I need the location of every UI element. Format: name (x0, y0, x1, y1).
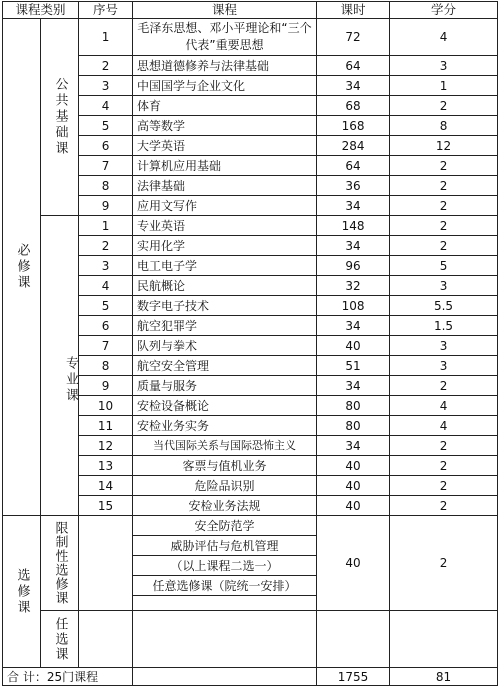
row-hours: 40 (317, 456, 390, 476)
row-course: 高等数学 (133, 116, 317, 136)
required-category: 必修课 (3, 19, 41, 516)
row-no: 6 (79, 316, 133, 336)
row-hours: 72 (317, 19, 390, 56)
public-category: 公共基础课 (41, 19, 79, 216)
row-hours: 40 (317, 496, 390, 516)
row-hours: 34 (317, 236, 390, 256)
free-course-blank (133, 611, 317, 668)
curriculum-table (2, 1, 498, 686)
row-credits: 5 (390, 256, 498, 276)
row-course: 计算机应用基础 (133, 156, 317, 176)
row-hours: 34 (317, 376, 390, 396)
total-credits: 81 (390, 668, 498, 686)
row-credits: 1 (390, 76, 498, 96)
row-credits: 8 (390, 116, 498, 136)
row-no: 9 (79, 196, 133, 216)
row-course: 民航概论 (133, 276, 317, 296)
free-credits-blank (390, 611, 498, 668)
row-course: 安检业务法规 (133, 496, 317, 516)
row-credits: 3 (390, 336, 498, 356)
row-no: 4 (79, 276, 133, 296)
limited-category: 限制性选修课 (41, 516, 79, 611)
header-credits: 学分 (390, 2, 498, 19)
header-no: 序号 (79, 2, 133, 19)
row-hours: 80 (317, 416, 390, 436)
row-no: 2 (79, 56, 133, 76)
row-credits: 12 (390, 136, 498, 156)
elective-credits: 2 (390, 516, 498, 611)
row-course: 中国国学与企业文化 (133, 76, 317, 96)
row-course: 当代国际关系与国际恐怖主义 (133, 436, 317, 456)
row-credits: 2 (390, 496, 498, 516)
row-course: 大学英语 (133, 136, 317, 156)
elective-course: （以上课程二选一） (133, 556, 317, 576)
row-no: 12 (79, 436, 133, 456)
row-no: 8 (79, 356, 133, 376)
row-course: 法律基础 (133, 176, 317, 196)
row-no: 14 (79, 476, 133, 496)
elective-hours: 40 (317, 516, 390, 611)
row-hours: 68 (317, 96, 390, 116)
row-course: 安检业务实务 (133, 416, 317, 436)
row-credits: 5.5 (390, 296, 498, 316)
row-course: 体育 (133, 96, 317, 116)
row-no: 7 (79, 336, 133, 356)
row-course: 队列与拳术 (133, 336, 317, 356)
row-credits: 2 (390, 436, 498, 456)
elective-course: 安全防范学 (133, 516, 317, 536)
elective-course: 任意选修课（院统一安排） (133, 576, 317, 596)
row-credits: 4 (390, 416, 498, 436)
row-hours: 148 (317, 216, 390, 236)
row-credits: 3 (390, 56, 498, 76)
row-hours: 96 (317, 256, 390, 276)
row-course: 质量与服务 (133, 376, 317, 396)
row-course: 专业英语 (133, 216, 317, 236)
row-course: 航空犯罪学 (133, 316, 317, 336)
row-hours: 80 (317, 396, 390, 416)
row-no: 7 (79, 156, 133, 176)
row-no: 2 (79, 236, 133, 256)
row-no: 6 (79, 136, 133, 156)
row-course: 实用化学 (133, 236, 317, 256)
row-credits: 3 (390, 276, 498, 296)
elective-category: 选修课 (3, 516, 41, 668)
row-no: 1 (79, 216, 133, 236)
row-credits: 2 (390, 236, 498, 256)
table-row (3, 216, 498, 236)
row-credits: 2 (390, 456, 498, 476)
free-category: 任选课 (41, 611, 79, 668)
row-hours: 32 (317, 276, 390, 296)
row-course: 毛泽东思想、邓小平理论和“三个代表”重要思想 (133, 19, 317, 56)
row-no: 5 (79, 116, 133, 136)
row-course: 应用文写作 (133, 196, 317, 216)
row-hours: 34 (317, 316, 390, 336)
row-credits: 2 (390, 196, 498, 216)
header-hours: 课时 (317, 2, 390, 19)
free-hours-blank (317, 611, 390, 668)
row-credits: 3 (390, 356, 498, 376)
row-hours: 64 (317, 156, 390, 176)
row-credits: 2 (390, 476, 498, 496)
row-no: 8 (79, 176, 133, 196)
row-course: 安检设备概论 (133, 396, 317, 416)
elective-no-blank (79, 516, 133, 611)
row-no: 1 (79, 19, 133, 56)
row-no: 3 (79, 256, 133, 276)
row-no: 3 (79, 76, 133, 96)
row-no: 13 (79, 456, 133, 476)
row-course: 航空安全管理 (133, 356, 317, 376)
elective-course-blank (133, 596, 317, 611)
row-no: 11 (79, 416, 133, 436)
row-hours: 34 (317, 436, 390, 456)
row-course: 数字电子技术 (133, 296, 317, 316)
row-hours: 40 (317, 476, 390, 496)
row-credits: 4 (390, 396, 498, 416)
table-row (3, 611, 498, 668)
row-hours: 64 (317, 56, 390, 76)
table-row (3, 516, 498, 536)
row-hours: 34 (317, 76, 390, 96)
row-hours: 36 (317, 176, 390, 196)
row-credits: 2 (390, 216, 498, 236)
row-no: 15 (79, 496, 133, 516)
row-no: 5 (79, 296, 133, 316)
row-hours: 40 (317, 336, 390, 356)
row-no: 10 (79, 396, 133, 416)
header-course: 课程 (133, 2, 317, 19)
total-label: 合 计：25门课程 (3, 668, 133, 686)
row-credits: 4 (390, 19, 498, 56)
free-no-blank (79, 611, 133, 668)
row-credits: 2 (390, 156, 498, 176)
row-course: 思想道德修养与法律基础 (133, 56, 317, 76)
row-course: 电工电子学 (133, 256, 317, 276)
major-category: 专业课 (41, 216, 79, 516)
row-credits: 2 (390, 96, 498, 116)
row-course: 危险品识别 (133, 476, 317, 496)
elective-course: 威胁评估与危机管理 (133, 536, 317, 556)
header-category: 课程类别 (3, 2, 79, 19)
header-row (3, 2, 498, 19)
row-hours: 168 (317, 116, 390, 136)
row-hours: 108 (317, 296, 390, 316)
row-no: 4 (79, 96, 133, 116)
row-credits: 2 (390, 376, 498, 396)
row-no: 9 (79, 376, 133, 396)
row-hours: 284 (317, 136, 390, 156)
row-credits: 2 (390, 176, 498, 196)
row-course: 客票与值机业务 (133, 456, 317, 476)
table-row (3, 19, 498, 56)
total-hours: 1755 (317, 668, 390, 686)
row-hours: 34 (317, 196, 390, 216)
row-credits: 1.5 (390, 316, 498, 336)
row-hours: 51 (317, 356, 390, 376)
